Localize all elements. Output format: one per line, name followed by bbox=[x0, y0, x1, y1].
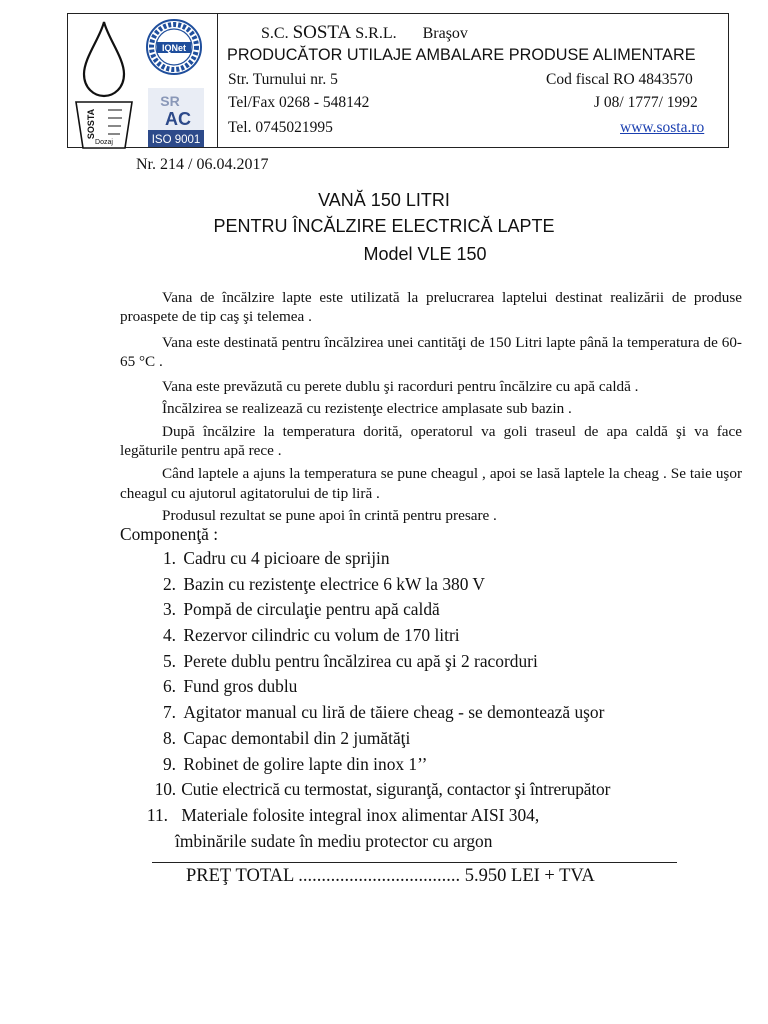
company-tagline: PRODUCĂTOR UTILAJE AMBALARE PRODUSE ALIMENTARE bbox=[227, 46, 696, 64]
paragraph-3: Vana este prevăzută cu perete dublu şi racorduri pentru încălzire cu apă caldă . bbox=[162, 378, 639, 396]
list-item bbox=[120, 548, 740, 574]
paragraph-5: După încălzire la temperatura dorită, operatorul va goli traseul de apa caldă şi va face legăturile pentru apă rece . bbox=[120, 422, 742, 460]
paragraph-4: Încălzirea se realizează cu rezistenţe electrice amplasate sub bazin . bbox=[162, 400, 572, 418]
list-item-text: Agitator manual cu liră de tăiere cheag - se demontează uşor bbox=[183, 702, 605, 723]
company-fiscal-code: Cod fiscal RO 4843570 bbox=[546, 71, 693, 88]
paragraph-1: Vana de încălzire lapte este utilizată la prelucrarea laptelui destinat realizării de produse proaspete de tip caş şi telemea . bbox=[120, 289, 742, 326]
srac-mid-text: AC bbox=[165, 109, 191, 129]
company-telfax: Tel/Fax 0268 - 548142 bbox=[228, 94, 370, 111]
list-item bbox=[120, 676, 740, 702]
list-item-text: Pompă de circulaţie pentru apă caldă bbox=[183, 599, 440, 620]
components-list bbox=[120, 548, 740, 856]
list-item-number: 1. bbox=[162, 548, 176, 568]
list-item-text: Bazin cu rezistenţe electrice 6 kW la 380 V bbox=[183, 573, 485, 594]
title-line-3: Model VLE 150 bbox=[363, 244, 487, 264]
title-line-1: VANĂ 150 LITRI bbox=[318, 190, 450, 210]
list-item bbox=[120, 728, 740, 754]
company-address: Str. Turnului nr. 5 bbox=[228, 71, 338, 88]
iqnet-seal-text: IQNet bbox=[161, 43, 187, 53]
list-item-text: Rezervor cilindric cu volum de 170 litri bbox=[183, 625, 460, 646]
company-name: SOSTA bbox=[292, 22, 352, 43]
list-item-number: 9. bbox=[162, 753, 176, 774]
list-item bbox=[120, 574, 740, 600]
list-item-number: 5. bbox=[162, 650, 176, 671]
srac-iso-text: ISO 9001 bbox=[151, 134, 201, 146]
total-price: PREŢ TOTAL ................................... 5.950 LEI + TVA bbox=[186, 866, 595, 886]
paragraph-7: Produsul rezultat se pune apoi în crintă pentru presare . bbox=[162, 506, 497, 524]
list-item-text: Materiale folosite integral inox alimentar AISI 304, bbox=[181, 804, 540, 825]
list-item-number: 7. bbox=[162, 702, 176, 723]
company-registry: J 08/ 1777/ 1992 bbox=[594, 94, 698, 111]
srac-top-text: SR bbox=[160, 93, 180, 109]
list-item bbox=[120, 651, 740, 677]
sosta-logo-subtext: Dozaj bbox=[95, 139, 113, 146]
description-block bbox=[120, 288, 742, 525]
list-item bbox=[120, 779, 740, 805]
list-item bbox=[120, 702, 740, 728]
list-item-number: 10. bbox=[154, 779, 176, 800]
company-website-link[interactable]: www.sosta.ro bbox=[620, 119, 705, 136]
list-item-number: 11. bbox=[146, 804, 168, 825]
list-item-text: Perete dublu pentru încălzirea cu apă şi 2 racorduri bbox=[183, 650, 538, 671]
sosta-logo bbox=[70, 18, 140, 150]
list-item bbox=[120, 805, 740, 831]
title-line-2: PENTRU ÎNCĂLZIRE ELECTRICĂ LAPTE bbox=[213, 216, 555, 236]
company-prefix: S.C. bbox=[261, 25, 289, 42]
list-item-text: Fund gros dublu bbox=[183, 676, 298, 697]
list-item-text: Cutie electrică cu termostat, siguranţă, contactor şi întrerupător bbox=[181, 779, 611, 800]
list-item-text: Cadru cu 4 picioare de sprijin bbox=[183, 548, 390, 568]
list-item-text: Robinet de golire lapte din inox 1’’ bbox=[183, 753, 428, 774]
list-item-number: 4. bbox=[162, 625, 176, 646]
iqnet-certification-seal bbox=[145, 18, 203, 76]
list-item-text: Capac demontabil din 2 jumătăţi bbox=[183, 727, 411, 748]
list-item bbox=[120, 625, 740, 651]
srac-iso9001-mark bbox=[148, 88, 204, 148]
list-item bbox=[120, 754, 740, 780]
list-item bbox=[120, 599, 740, 625]
paragraph-6: Când laptele a ajuns la temperatura se pune cheagul , apoi se lasă laptele la cheag . Se taie uşor cheagul cu ajutorul agitatorului de tip liră . bbox=[120, 465, 742, 502]
list-item-continuation: îmbinările sudate în mediu protector cu argon bbox=[175, 830, 493, 851]
total-divider bbox=[152, 862, 677, 863]
company-suffix: S.R.L. bbox=[355, 25, 397, 42]
list-item-number: 8. bbox=[162, 727, 176, 748]
list-item-number: 6. bbox=[162, 676, 176, 697]
list-item-number: 2. bbox=[162, 573, 176, 594]
paragraph-2: Vana este destinată pentru încălzirea unei cantităţi de 150 Litri lapte până la temperatura de 60-65 °C . bbox=[120, 333, 742, 370]
components-heading: Componenţă : bbox=[120, 524, 219, 544]
document-number: Nr. 214 / 06.04.2017 bbox=[136, 156, 269, 173]
sosta-logo-text: SOSTA bbox=[86, 108, 96, 140]
company-name-line bbox=[261, 22, 468, 44]
list-item-number: 3. bbox=[162, 599, 176, 620]
company-city: Braşov bbox=[422, 25, 468, 42]
company-phone: Tel. 0745021995 bbox=[228, 119, 333, 136]
letterhead-divider bbox=[217, 13, 218, 148]
